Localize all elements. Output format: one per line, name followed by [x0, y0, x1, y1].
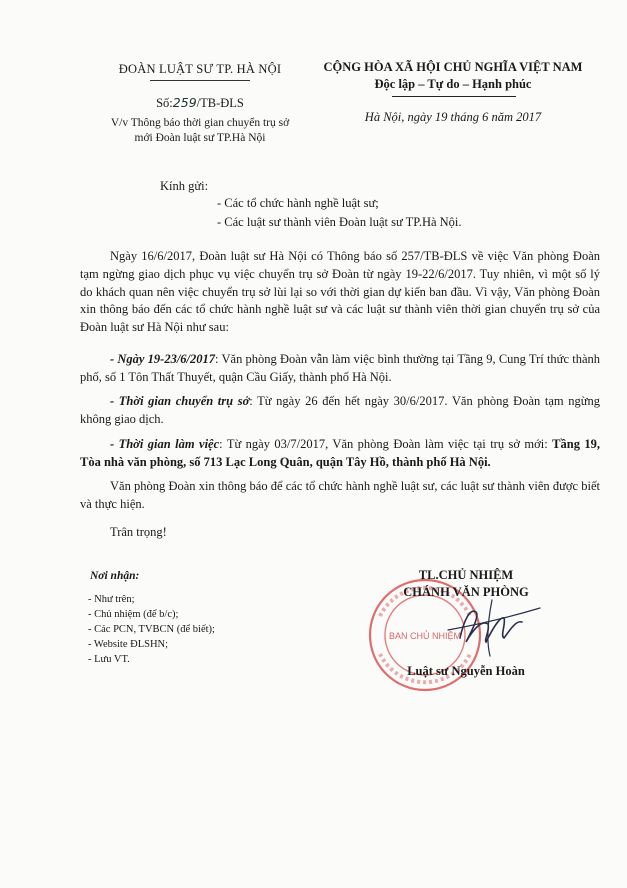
org-name: ĐOÀN LUẬT SƯ TP. HÀ NỘI [118, 62, 282, 76]
org-underline [150, 80, 250, 81]
recipient-item-2: - Các luật sư thành viên Đoàn luật sư TP.Hà Nội. [217, 215, 462, 229]
document-number [80, 95, 320, 111]
doc-no-handwritten: 259 [172, 95, 197, 110]
signature-title-1: TL.CHỦ NHIỆM [418, 568, 514, 582]
recipients-list-item: - Chủ nhiệm (để b/c); [88, 609, 179, 620]
signature-title-2: CHÁNH VĂN PHÒNG [403, 585, 529, 599]
closing-paragraph [80, 478, 600, 514]
motto: Độc lập – Tự do – Hạnh phúc [374, 77, 532, 91]
bullet-2-label: - Thời gian chuyển trụ sở [110, 394, 250, 408]
signer-name: Luật sư Nguyễn Hoàn [407, 664, 525, 678]
recipients-label: Kính gửi: [160, 179, 209, 193]
bullet-2 [80, 393, 600, 429]
handwritten-signature [430, 590, 550, 660]
subject-line-2: mới Đoàn luật sư TP.Hà Nội [134, 132, 266, 144]
bullet-1-label: - Ngày 19-23/6/2017 [110, 352, 216, 366]
bullet-1-text: : Văn phòng Đoàn vẫn làm việc bình thường tại Tầng 9, Cung Trí thức thành phố, số 1 Tôn Thất Thuyết, quận Cầu Giấy, thành phố Hà Nội. [80, 352, 600, 384]
paragraph-text: Ngày 16/6/2017, Đoàn luật sư Hà Nội có Thông báo số 257/TB-ĐLS về việc Văn phòng Đoàn tạm ngừng giao dịch phục vụ việc chuyển trụ sở Đoàn từ ngày 19-22/6/2017. Tuy nhiên, vì một số lý do khách quan nên việc chuyển trụ sở lùi lại so với thời gian dự kiến ban đầu. Vì vậy, Văn phòng Đoàn xin thông báo đến các tổ chức hành nghề luật sư và các luật sư thành viên thời gian chuyển trụ sở của Đoàn luật sư Hà Nội như sau: [80, 249, 600, 335]
recipients-list-item: - Lưu VT. [88, 654, 130, 665]
body-paragraph-1 [80, 248, 600, 337]
issue-date: Hà Nội, ngày 19 tháng 6 năm 2017 [364, 110, 542, 124]
national-title: CỘNG HÒA XÃ HỘI CHỦ NGHĨA VIỆT NAM [323, 60, 583, 74]
bullet-3-label: - Thời gian làm việc [110, 437, 220, 451]
bullet-2-text: : Từ ngày 26 đến hết ngày 30/6/2017. Văn phòng Đoàn tạm ngừng không giao dịch. [80, 394, 601, 426]
recipients-list-title: Nơi nhận: [90, 570, 140, 582]
subject [80, 116, 320, 146]
closing-paragraph-text: Văn phòng Đoàn xin thông báo để các tổ chức hành nghề luật sư, các luật sư thành viên được biết và thực hiện. [80, 479, 600, 511]
bullet-1 [80, 351, 600, 387]
bullet-3-text: : Từ ngày 03/7/2017, Văn phòng Đoàn làm việc tại trụ sở mới: [219, 437, 548, 451]
subject-line-1: V/v Thông báo thời gian chuyển trụ sở [110, 117, 290, 129]
recipients-list-item: - Các PCN, TVBCN (để biết); [88, 624, 215, 635]
closing-salutation: Trân trọng! [110, 525, 167, 539]
motto-underline [392, 96, 516, 97]
recipients-list-item: - Như trên; [88, 594, 135, 605]
recipient-item-1: - Các tổ chức hành nghề luật sư; [217, 196, 379, 210]
doc-no-prefix: Số: [156, 96, 173, 110]
recipients-list-item: - Website ĐLSHN; [88, 639, 169, 650]
new-address: Tầng 19, Tòa nhà văn phòng, số 713 Lạc Long Quân, quận Tây Hồ, thành phố Hà Nội. [80, 437, 601, 469]
doc-no-suffix: /TB-ĐLS [196, 96, 244, 110]
stamp-text: BAN CHỦ NHIỆM [388, 631, 462, 641]
bullet-3 [80, 436, 600, 472]
